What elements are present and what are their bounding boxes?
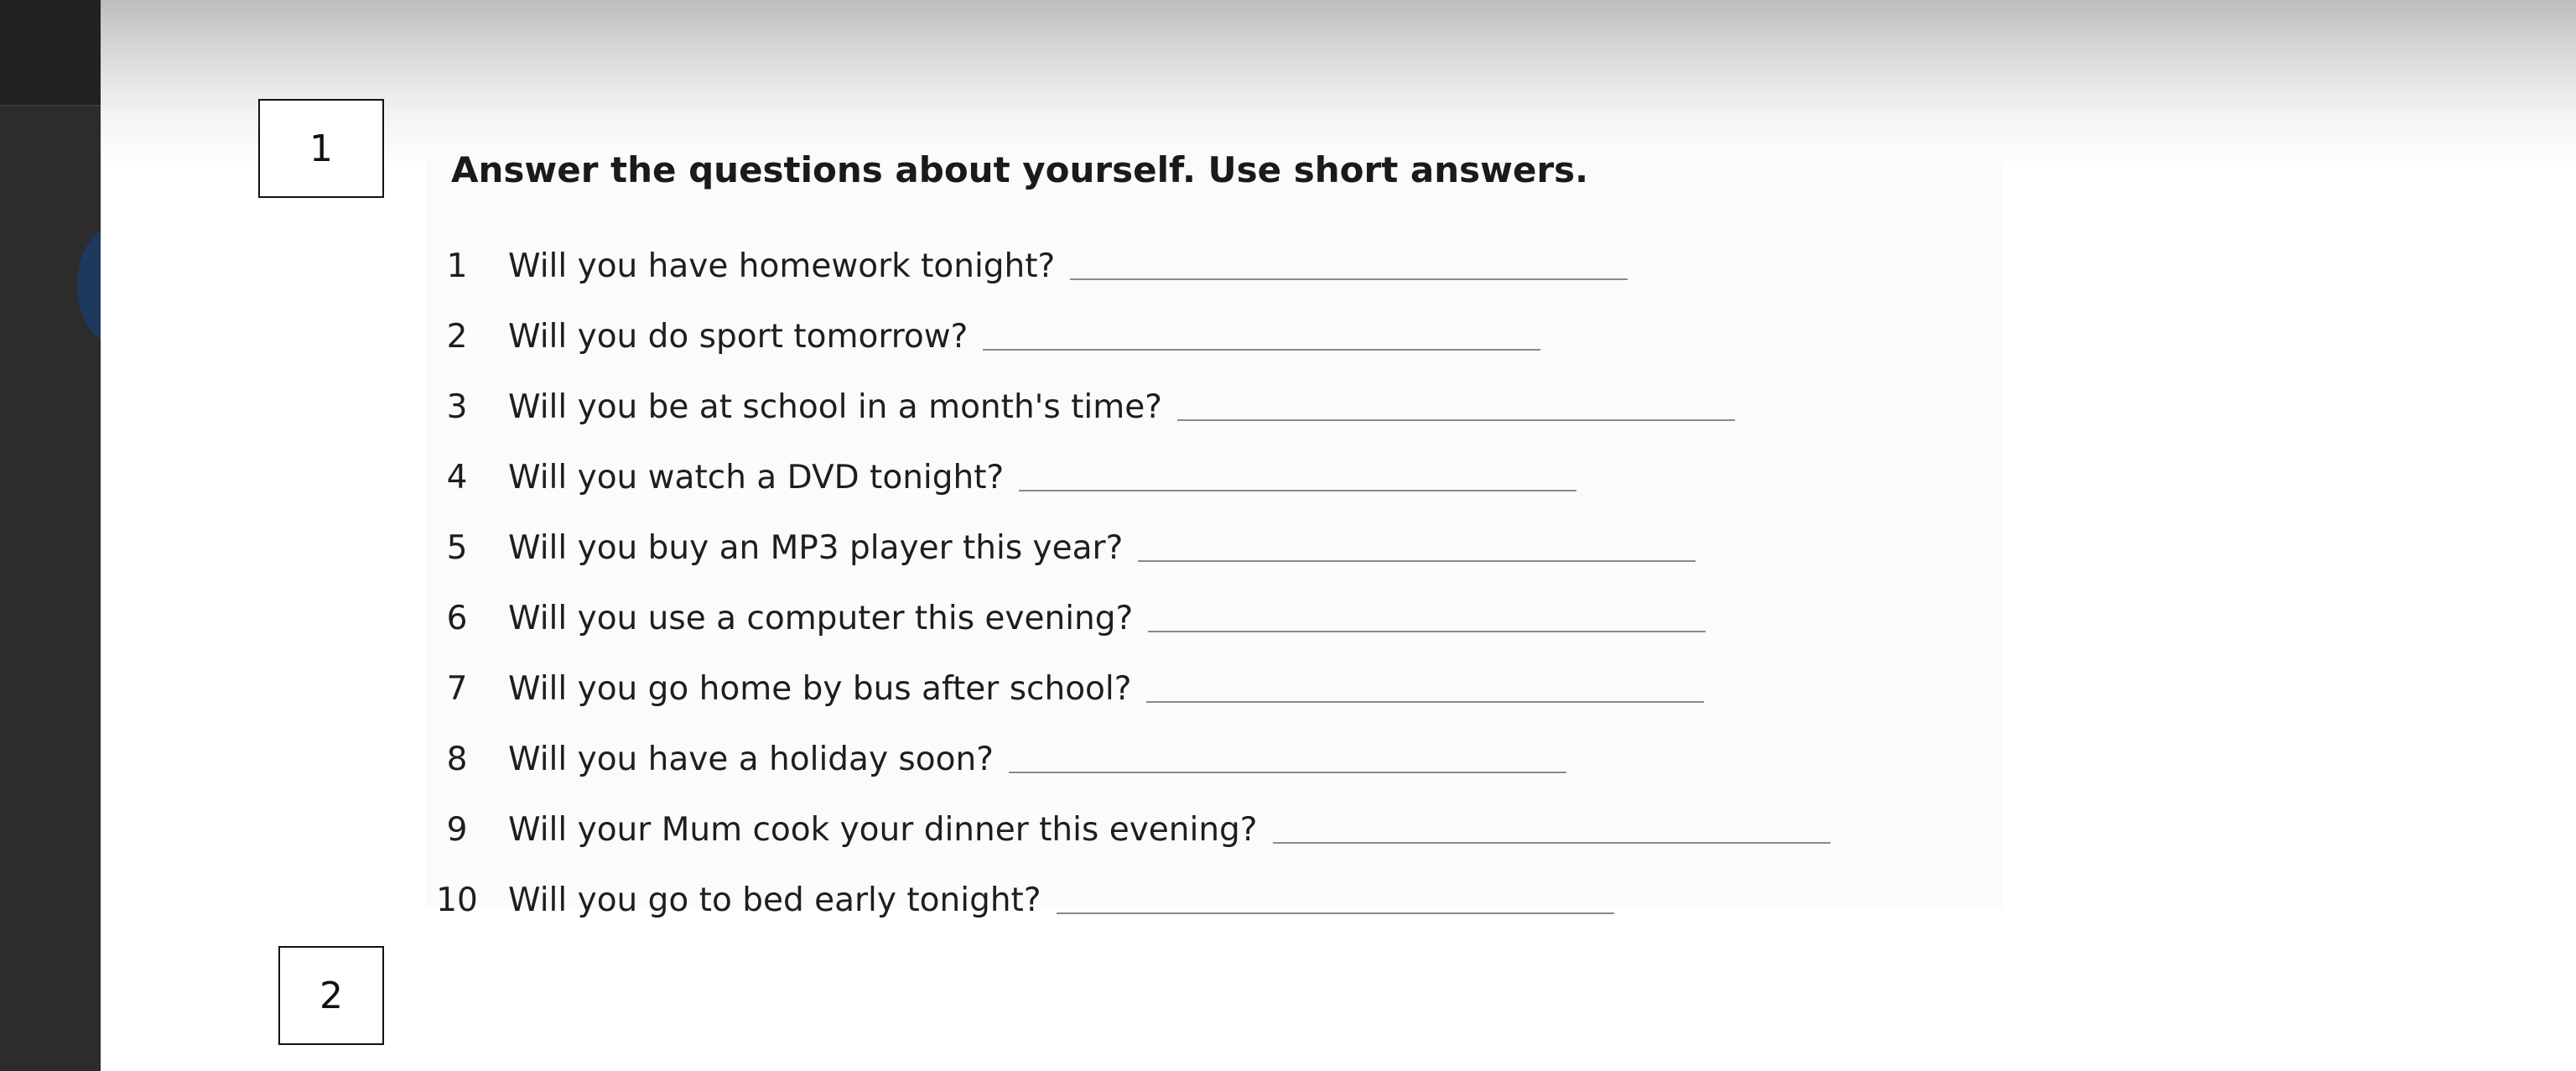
question-row xyxy=(428,798,1831,849)
question-text: Will you have a holiday soon? xyxy=(508,741,994,778)
question-number: 8 xyxy=(446,741,468,778)
question-text: Will you watch a DVD tonight? xyxy=(508,459,1005,497)
question-number: 4 xyxy=(446,459,468,497)
page-top-shadow xyxy=(101,0,2576,168)
question-number: 2 xyxy=(446,318,468,356)
question-row xyxy=(428,446,1576,497)
question-number: 7 xyxy=(446,670,468,708)
question-number: 3 xyxy=(446,388,468,426)
question-row xyxy=(428,869,1614,919)
question-text: Will you go to bed early tonight? xyxy=(508,881,1041,919)
question-text: Will you have homework tonight? xyxy=(508,247,1056,285)
question-text: Will you use a computer this evening? xyxy=(508,600,1134,637)
answer-line xyxy=(1019,490,1576,491)
question-number: 6 xyxy=(446,600,468,637)
question-row xyxy=(428,517,1696,567)
background-toolbar-strip xyxy=(0,0,101,107)
background-app-area xyxy=(0,0,101,1071)
answer-line xyxy=(1177,419,1735,421)
question-text: Will you do sport tomorrow? xyxy=(508,318,969,356)
answer-line xyxy=(1273,842,1831,844)
question-number: 10 xyxy=(436,881,478,919)
document-page xyxy=(101,0,2576,1071)
number-box-2: 2 xyxy=(278,946,384,1045)
answer-line xyxy=(1009,772,1566,773)
number-box-1: 1 xyxy=(258,99,384,198)
question-text: Will your Mum cook your dinner this evening? xyxy=(508,811,1258,849)
question-row xyxy=(428,305,1540,356)
worksheet-instructions: Answer the questions about yourself. Use short answers. xyxy=(451,149,1589,190)
answer-line xyxy=(1057,912,1614,914)
answer-line xyxy=(983,349,1540,351)
question-number: 5 xyxy=(446,529,468,567)
question-number: 9 xyxy=(446,811,468,849)
question-row xyxy=(428,376,1735,426)
answer-line xyxy=(1148,631,1706,632)
question-text: Will you be at school in a month's time? xyxy=(508,388,1162,426)
question-row xyxy=(428,587,1706,637)
question-text: Will you buy an MP3 player this year? xyxy=(508,529,1124,567)
answer-line xyxy=(1138,560,1696,562)
question-text: Will you go home by bus after school? xyxy=(508,670,1132,708)
question-number: 1 xyxy=(446,247,468,285)
question-row xyxy=(428,728,1566,778)
answer-line xyxy=(1146,701,1704,703)
answer-line xyxy=(1070,278,1628,280)
question-row xyxy=(428,235,1628,285)
question-row xyxy=(428,658,1704,708)
